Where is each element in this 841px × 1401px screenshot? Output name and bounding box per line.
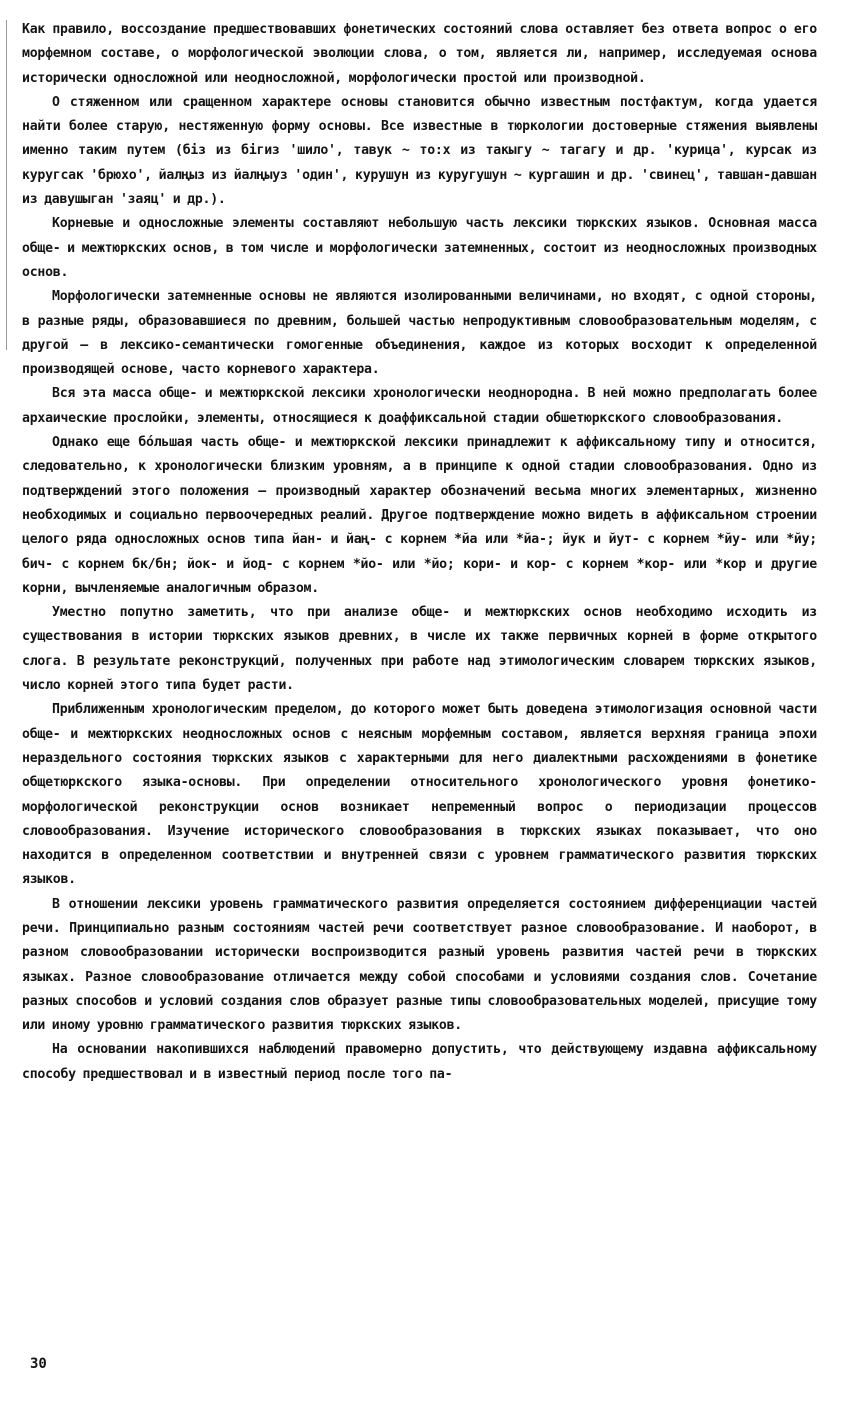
paragraph-3: Корневые и односложные элементы составляют небольшую часть лексики тюркских языков. Основная масса обще- и межтюркских основ, в том числе и морфологически затемненных, состоит из неодносложных производных основ. — [22, 216, 817, 280]
paragraph-10: На основании накопившихся наблюдений правомерно допустить, что действующему издавна аффиксальному способу предшествовал и в известный период после того па- — [22, 1042, 817, 1082]
paragraph-9: В отношении лексики уровень грамматического развития определяется состоянием дифференциации частей речи. Принципиально разным состояниям частей речи соответствует разное словообразование. И наоборот, в разном словообразовании исторически воспроизводится разный уровень развития частей речи в тюркских языках. Разное словообразование отличается между собой способами и условиями создания слов. Сочетание разных способов и условий создания слов образует разные типы словообразовательных моделей, присущие тому или иному уровню грамматического развития тюркских языков. — [22, 896, 817, 1034]
paragraph-4: Морфологически затемненные основы не являются изолированными величинами, но входят, с одной стороны, в разные ряды, образовавшиеся по древним, большей частью непродуктивным словообразовательным моделям, с другой – в лексико-семантически гомогенные объединения, каждое из которых восходит к определенной производящей основе, часто корневого характера. — [22, 289, 817, 378]
paragraph-5: Вся эта масса обще- и межтюркской лексики хронологически неоднородна. В ней можно предполагать более архаические прослойки, элементы, относящиеся к доаффиксальной стадии обшетюркского словообразования. — [22, 386, 817, 426]
paragraph-2: О стяженном или сращенном характере основы становится обычно известным постфактум, когда удается найти более старую, нестяженную форму основы. Все известные в тюркологии достоверные стяжения выявлены именно таким путем (біз из бігиз 'шило', тавук ~ то:х из такыгу ~ тагагу и др. 'курица', курсак из куругсак 'брюхо', йалңыз из йалңыуз 'один', курушун из куругушун ~ кургашин и др. 'свинец', тавшан-давшан из давушыган 'заяц' и др.). — [22, 94, 817, 208]
paragraph-6: Однако еще бо́льшая часть обще- и межтюркской лексики принадлежит к аффиксальному типу и относится, следовательно, к хронологически близким уровням, а в принципе к одной стадии словообразования. Одно из подтверждений этого положения – производный характер обозначений весьма многих элементарных, жизненно необходимых и социально первоочередных реалий. Другое подтверждение можно видеть в аффиксальном строении целого ряда односложных основ типа йан- и йаң- с корнем *йа или *йа-; йук и йут- с корнем *йу- или *йу; бич- с корнем бк/бн; йок- и йод- с корнем *йо- или *йо; кори- и кор- с корнем *кор- или *кор и другие корни, вычленяемые аналогичным образом. — [22, 435, 817, 596]
margin-pencil-line — [6, 20, 7, 350]
paragraph-8: Приближенным хронологическим пределом, до которого может быть доведена этимологизация основной части обще- и межтюркских неодносложных основ с неясным морфемным составом, является верхняя граница эпохи нераздельного состояния тюркских языков с характерными для него диалектными расхождениями в фонетике общетюркского языка-основы. При определении относительного хронологического уровня фонетико-морфологической реконструкции основ возникает непременный вопрос о периодизации процессов словообразования. Изучение исторического словообразования в тюркских языках показывает, что оно находится в определенном соответствии и внутренней связи с уровнем грамматического развития тюркских языков. — [22, 702, 817, 888]
page-number: 30 — [30, 1356, 47, 1372]
paragraph-7: Уместно попутно заметить, что при анализе обще- и межтюркских основ необходимо исходить из существования в истории тюркских языков древних, в числе их также первичных корней в форме открытого слога. В результате реконструкций, полученных при работе над этимологическим словарем тюркских языков, число корней этого типа будет расти. — [22, 605, 817, 694]
paragraph-1: Как правило, воссоздание предшествовавших фонетических состояний слова оставляет без ответа вопрос о его морфемном составе, о морфологической эволюции слова, о том, является ли, например, исследуемая основа исторически односложной или неодносложной, морфологически простой или производной. — [22, 22, 817, 86]
